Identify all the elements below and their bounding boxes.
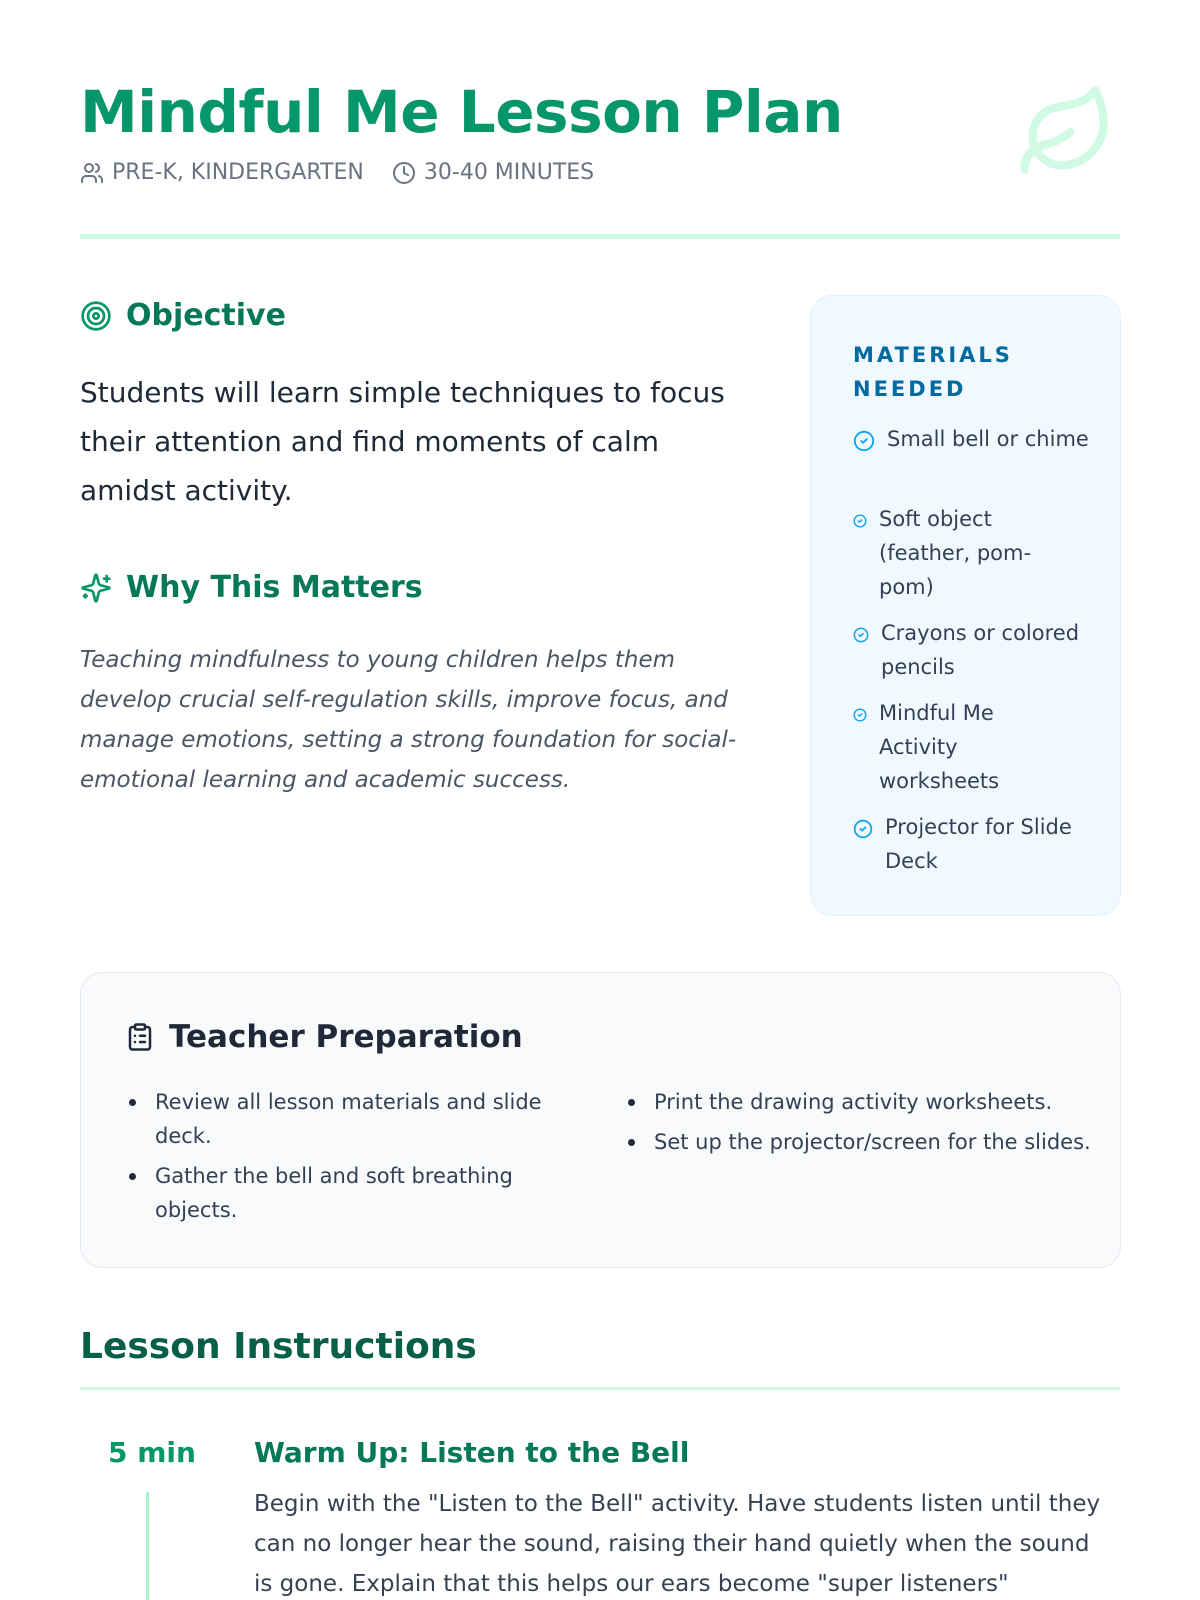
- preparation-list-left: [125, 1085, 555, 1233]
- target-icon: [80, 300, 112, 332]
- duration-label: 30-40 MINUTES: [423, 160, 595, 185]
- preparation-heading-label: Teacher Preparation: [169, 1019, 523, 1055]
- material-label: Crayons or colored pencils: [881, 621, 1080, 679]
- material-item: [853, 422, 1098, 456]
- material-item: [853, 502, 1053, 604]
- step-title: Warm Up: Listen to the Bell: [254, 1436, 690, 1469]
- objective-text: Students will learn simple techniques to focus their attention and find moments of calm amidst activity.: [80, 376, 725, 507]
- check-circle-icon: [853, 430, 875, 452]
- step-text: Begin with the "Listen to the Bell" activity. Have students listen until they can no longer hear the sound, raising their hand quietly when the sound is gone. Explain that this helps our ears become "super listeners": [254, 1491, 1101, 1597]
- material-item: [853, 810, 1103, 878]
- objective-heading-label: Objective: [126, 298, 286, 333]
- check-circle-icon: [853, 514, 867, 528]
- check-circle-icon: [853, 819, 873, 839]
- sparkles-icon: [80, 572, 112, 604]
- list-item: Review all lesson materials and slide deck.: [125, 1085, 555, 1153]
- clipboard-icon: [125, 1022, 155, 1052]
- material-label: Projector for Slide Deck: [885, 815, 1072, 873]
- header-divider: [80, 234, 1120, 239]
- clock-icon: [392, 161, 416, 185]
- why-heading-label: Why This Matters: [126, 570, 423, 605]
- materials-heading: MATERIALS NEEDED: [853, 343, 1013, 401]
- material-label: Mindful Me Activity worksheets: [879, 701, 1000, 793]
- page-title: Mindful Me Lesson Plan: [80, 78, 843, 146]
- why-text: Teaching mindfulness to young children helps them develop crucial self-regulation skills, improve focus, and manage emotions, setting a strong foundation for social-emotional learning and academic success.: [80, 647, 737, 793]
- check-circle-icon: [853, 708, 867, 722]
- list-item: Set up the projector/screen for the slides.: [624, 1125, 1094, 1159]
- duration-meta: [392, 160, 594, 185]
- step-time: 5 min: [108, 1436, 196, 1469]
- material-item: [853, 616, 1098, 684]
- teacher-preparation-card: [80, 972, 1121, 1268]
- preparation-heading: [125, 1019, 523, 1055]
- timeline-line: [146, 1492, 149, 1600]
- lesson-meta: [80, 160, 622, 185]
- material-item: [853, 696, 1043, 798]
- grade-label: PRE-K, KINDERGARTEN: [112, 160, 364, 185]
- material-label: Small bell or chime: [887, 427, 1089, 451]
- list-item: Print the drawing activity worksheets.: [624, 1085, 1094, 1119]
- list-item: Gather the bell and soft breathing objects.: [125, 1159, 555, 1227]
- preparation-list-right: [624, 1085, 1094, 1165]
- grade-meta: [80, 160, 364, 185]
- leaf-icon: [1016, 82, 1116, 182]
- users-icon: [80, 161, 104, 185]
- materials-card: [810, 295, 1121, 916]
- instructions-heading: Lesson Instructions: [80, 1326, 477, 1367]
- check-circle-icon: [853, 627, 869, 643]
- instructions-divider: [80, 1387, 1120, 1390]
- objective-heading: [80, 298, 286, 333]
- why-heading: [80, 570, 423, 605]
- material-label: Soft object (feather, pom-pom): [879, 507, 1032, 599]
